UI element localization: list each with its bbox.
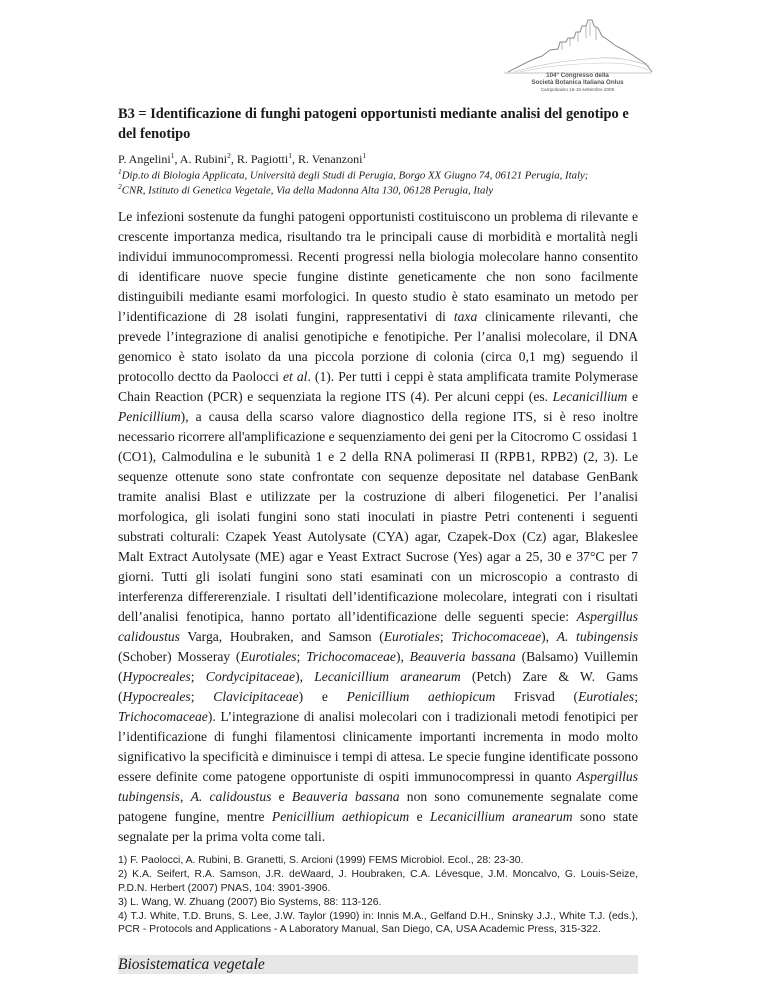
abstract-title: B3 = Identificazione di funghi patogeni opportunisti mediante analisi del genotipo e del fenotipo [118, 106, 629, 142]
text-run: e [271, 789, 292, 804]
logo-line-3: Campobasso 16-19 settembre 2009 [540, 87, 615, 92]
italic-term: Trichocomaceae [118, 709, 208, 724]
italic-term: Aspergillus calidoustus [118, 609, 638, 644]
italic-term: Lecanicillium aranearum [430, 809, 573, 824]
text-run: sono state segnalate per la prima volta come tali. [118, 809, 638, 844]
text-run: ; [439, 629, 452, 644]
text-run: ; [190, 669, 206, 684]
text-run: Le infezioni sostenute da funghi patogeni opportunisti costituiscono un problema di rilevante e crescente importanza medica, risultando tra le principali cause di morbidità e mortalità negli individui immunocompromessi. Recenti progressi nella biologia molecolare hanno consentito di identificare nuove specie fungine distinte geneticamente che non sono facilmente distinguibili mediante esami morfologici. In questo studio è stato esaminato un metodo per l’identificazione di 28 isolati fungini, rappresentativi di [118, 209, 638, 324]
text-run: non sono comunemente segnalate come patogene fungine, mentre [118, 789, 638, 824]
author: A. Rubini$^2$, [179, 151, 237, 166]
italic-term: Beauveria bassana [291, 789, 400, 804]
author: R. Pagiotti$^1$, [236, 151, 298, 166]
italic-term: A. calidoustus [190, 789, 272, 804]
italic-term: taxa [453, 309, 478, 324]
text-run: clinicamente rilevanti, che prevede l’integrazione di analisi genotipiche e fenotipiche. Per l’analisi molecolare, il DNA genomico è stato isolato da una piccola porzione di colonia (circa 0,1 mg) seguendo il protocollo dectto da Paolocci [118, 309, 638, 384]
italic-term: Eurotiales [578, 689, 635, 704]
italic-term: Hypocreales [122, 669, 191, 684]
reference-list [118, 854, 638, 937]
affiliation-2: $^2$CNR, Istituto di Genetica Vegetale, Via della Madonna Alta 130, 06128 Perugia, Italy [118, 182, 494, 197]
text-run: e [627, 389, 638, 404]
italic-term: A. tubingensis [556, 629, 638, 644]
text-run: Varga, Houbraken, and Samson ( [179, 629, 384, 644]
text-run: Frisvad ( [495, 689, 579, 704]
italic-term: Trichocomaceae [451, 629, 542, 644]
reference-item: 3) L. Wang, W. Zhuang (2007) Bio Systems, 88: 113-126. [118, 896, 382, 908]
italic-term: Penicillium aethiopicum [271, 809, 410, 824]
text-run: ; [296, 649, 307, 664]
italic-term: Aspergillus tubingensis [118, 769, 638, 804]
text-run: ). L’integrazione di analisi molecolari con i tradizionali metodi fenotipici per l’identificazione di funghi filamentosi clinicamente importanti incrementa in modo molto significativo la specificità e diminuisce i tempi di attesa. Le specie fungine identificate possono essere definite come patogene opportuniste di ospiti immunocompressi in quanto [118, 709, 638, 784]
section-footer: Biosistematica vegetale [118, 956, 265, 973]
text-run: (Schober) Mosseray ( [118, 649, 241, 664]
text-run: , [179, 789, 191, 804]
affiliation-1: $^1$Dip.to di Biologia Applicata, Università degli Studi di Perugia, Borgo XX Giugno 74, 06121 Perugia, Italy; [118, 167, 589, 182]
text-run: ), [395, 649, 410, 664]
text-run: . (1). Per tutti i ceppi è stata amplificata tramite Polymerase Chain Reaction (PCR) e sequenziata la regione ITS (4). Per alcuni ceppi (es. [118, 369, 638, 404]
italic-term: Penicillium [118, 409, 181, 424]
text-run: ), [541, 629, 557, 644]
logo-line-1: 104° Congresso della [546, 72, 609, 79]
reference-item: 4) T.J. White, T.D. Bruns, S. Lee, J.W. Taylor (1990) in: Innis M.A., Gelfand D.H., Sninsky J.J., White T.J. (eds.), PCR - Protocols and Applications - A Laboratory Manual, San Diego, CA, USA Academic Press, 315-322. [118, 910, 638, 935]
congress-logo [500, 16, 655, 96]
text-run: ; [190, 689, 214, 704]
text-run: ; [634, 689, 638, 704]
italic-term: Trichocomaceae [306, 649, 396, 664]
reference-item: 2) K.A. Seifert, R.A. Samson, J.R. deWaard, J. Houbraken, C.A. Lévesque, J.M. Moncalvo, G. Louis-Seize, P.D.N. Herbert (2007) PNAS, 104: 3901-3906. [118, 869, 638, 894]
italic-term: Lecanicillium aranearum [314, 669, 461, 684]
italic-term: Eurotiales [383, 629, 440, 644]
text-run: ), a causa della scarso valore diagnostico della regione ITS, si è reso inoltre necessario ricorrere all'amplificazione e sequenziamento dei geni per la Citocromo C ossidasi 1 (CO1), Calmodulina e le subunità 1 e 2 della RNA polimerasi II (RPB1, RPB2) (2, 3). Le sequenze ottenute sono state confrontate con sequenze depositate nel database GenBank tramite analisi Blast e utilizzate per la costruzione di alberi filogenetici. Per l’analisi morfologica, gli isolati fungini sono stati inoculati in piastre Petri contenenti i seguenti substrati colturali: Czapek Yeast Autolysate (CYA) agar, Czapek-Dox (Cz) agar, Blakeslee Malt Extract Autolysate (ME) agar e Yeast Extract Sucrose (Yes) agar a 25, 30 e 37°C per 7 giorni. Tutti gli isolati fungini sono stati esaminati con un microscopio a contrasto di interferenza differerenziale. I risultati dell’identificazione molecolare, integrati con i risultati dell’analisi fenotipica, hanno portato all’identificazione delle seguenti specie: [118, 409, 638, 624]
text-run: (Petch) Zare & W. Gams ( [118, 669, 638, 704]
italic-term: Cordycipitaceae [205, 669, 296, 684]
italic-term: Eurotiales [240, 649, 297, 664]
castle-hill-icon [500, 16, 655, 74]
text-run: (Balsamo) Vuillemin ( [118, 649, 638, 684]
italic-term: Penicillium aethiopicum [346, 689, 496, 704]
italic-term: Hypocreales [122, 689, 191, 704]
text-run: e [409, 809, 431, 824]
author: R. Venanzoni$^1$ [297, 151, 367, 166]
abstract-body [118, 207, 638, 847]
text-run: ), [295, 669, 315, 684]
text-run: ) e [298, 689, 347, 704]
author: P. Angelini$^1$, [118, 151, 180, 166]
reference-item: 1) F. Paolocci, A. Rubini, B. Granetti, S. Arcioni (1999) FEMS Microbiol. Ecol., 28: 23-30. [118, 855, 524, 866]
italic-term: et al [283, 369, 308, 384]
italic-term: Clavicipitaceae [213, 689, 299, 704]
logo-line-2: Società Botanica Italiana Onlus [531, 79, 624, 86]
italic-term: Lecanicillium [552, 389, 628, 404]
italic-term: Beauveria bassana [409, 649, 516, 664]
